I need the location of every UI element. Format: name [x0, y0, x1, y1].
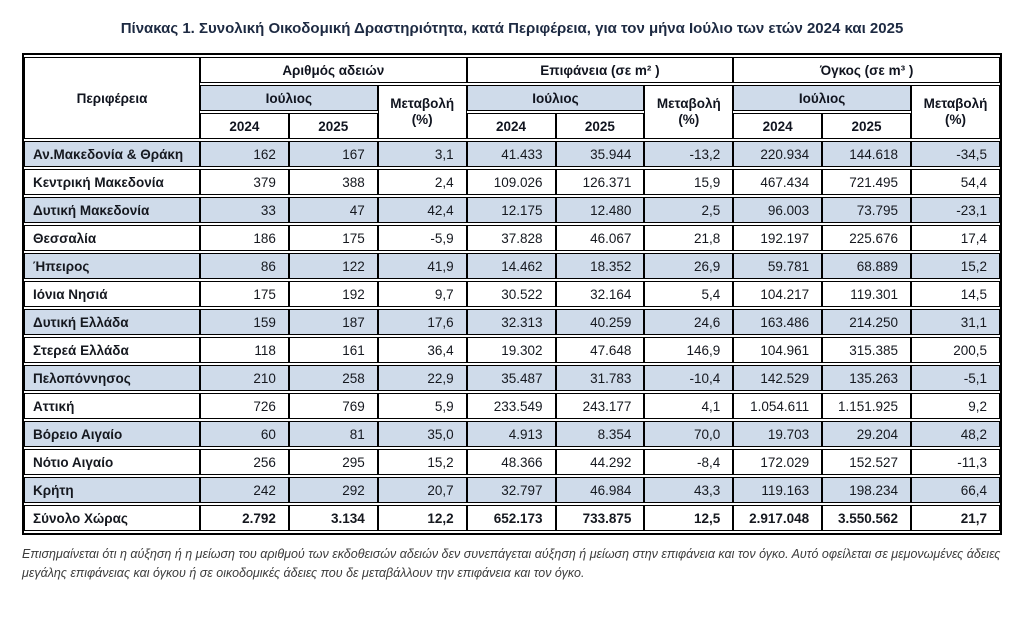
data-cell: 9,2 [911, 393, 1000, 419]
data-cell: 46.067 [556, 225, 645, 251]
data-cell: 35.944 [556, 141, 645, 167]
footnote: Επισημαίνεται ότι η αύξηση ή η μείωση του αριθμού των εκδοθεισών αδειών δεν συνεπάγεται αύξηση ή μείωση στην επιφάνεια και τον όγκο. Αυτό οφείλεται σε μεμονωμένες άδειες μεγάλης επιφάνειας και όγκου ή σε οικοδομικές άδειες που δε μεταβάλλουν την επιφάνεια και τον όγκο. [22, 547, 1001, 581]
region-name: Πελοπόννησος [24, 365, 200, 391]
data-cell: 258 [289, 365, 378, 391]
data-cell: 163.486 [733, 309, 822, 335]
table-row [24, 253, 1000, 279]
data-cell: 37.828 [467, 225, 556, 251]
data-cell: 220.934 [733, 141, 822, 167]
month-header-volume: Ιούλιος [733, 85, 911, 111]
data-cell: 4,1 [644, 393, 733, 419]
table-row [24, 365, 1000, 391]
data-cell: 35.487 [467, 365, 556, 391]
change-header-volume: Μεταβολή (%) [911, 85, 1000, 139]
data-cell: 467.434 [733, 169, 822, 195]
data-cell: 295 [289, 449, 378, 475]
data-cell: 15,2 [911, 253, 1000, 279]
data-cell: -8,4 [644, 449, 733, 475]
data-cell: 144.618 [822, 141, 911, 167]
data-cell: 14.462 [467, 253, 556, 279]
data-cell: 225.676 [822, 225, 911, 251]
data-cell: 46.984 [556, 477, 645, 503]
region-name: Στερεά Ελλάδα [24, 337, 200, 363]
data-cell: 104.217 [733, 281, 822, 307]
data-cell: -34,5 [911, 141, 1000, 167]
data-cell: 159 [200, 309, 289, 335]
data-cell: 2,5 [644, 197, 733, 223]
data-cell: -23,1 [911, 197, 1000, 223]
data-cell: 47.648 [556, 337, 645, 363]
data-cell: 5,9 [378, 393, 467, 419]
region-name: Ιόνια Νησιά [24, 281, 200, 307]
col-group-surface: Επιφάνεια (σε m² ) [467, 57, 734, 83]
data-cell: 30.522 [467, 281, 556, 307]
data-cell: 733.875 [556, 505, 645, 531]
data-cell: 126.371 [556, 169, 645, 195]
table-title: Πίνακας 1. Συνολική Οικοδομική Δραστηριότητα, κατά Περιφέρεια, για τον μήνα Ιούλιο των ετών 2024 και 2025 [120, 20, 904, 37]
table-row [24, 421, 1000, 447]
data-cell: 26,9 [644, 253, 733, 279]
data-cell: 41.433 [467, 141, 556, 167]
data-cell: 3,1 [378, 141, 467, 167]
total-label: Σύνολο Χώρας [24, 505, 200, 531]
region-name: Δυτική Ελλάδα [24, 309, 200, 335]
region-name: Θεσσαλία [24, 225, 200, 251]
data-cell: 48.366 [467, 449, 556, 475]
data-cell: 122 [289, 253, 378, 279]
data-cell: 12.175 [467, 197, 556, 223]
data-cell: 200,5 [911, 337, 1000, 363]
building-activity-table [22, 53, 1002, 535]
data-cell: -5,1 [911, 365, 1000, 391]
data-cell: 652.173 [467, 505, 556, 531]
data-cell: 118 [200, 337, 289, 363]
data-cell: 20,7 [378, 477, 467, 503]
table-row [24, 225, 1000, 251]
data-cell: 14,5 [911, 281, 1000, 307]
data-cell: 109.026 [467, 169, 556, 195]
data-cell: 32.313 [467, 309, 556, 335]
data-cell: 256 [200, 449, 289, 475]
data-cell: 24,6 [644, 309, 733, 335]
year-header: 2025 [289, 113, 378, 139]
data-cell: 292 [289, 477, 378, 503]
table-row [24, 449, 1000, 475]
data-cell: 44.292 [556, 449, 645, 475]
data-cell: 19.703 [733, 421, 822, 447]
data-cell: 81 [289, 421, 378, 447]
data-cell: 96.003 [733, 197, 822, 223]
region-name: Αν.Μακεδονία & Θράκη [24, 141, 200, 167]
data-cell: -11,3 [911, 449, 1000, 475]
table-row [24, 281, 1000, 307]
data-cell: 15,9 [644, 169, 733, 195]
data-cell: 19.302 [467, 337, 556, 363]
data-cell: 388 [289, 169, 378, 195]
data-cell: 162 [200, 141, 289, 167]
data-cell: 175 [289, 225, 378, 251]
change-header-permits: Μεταβολή (%) [378, 85, 467, 139]
data-cell: 243.177 [556, 393, 645, 419]
table-row [24, 309, 1000, 335]
table-row [24, 197, 1000, 223]
data-cell: 41,9 [378, 253, 467, 279]
month-header-permits: Ιούλιος [200, 85, 378, 111]
data-cell: 4.913 [467, 421, 556, 447]
table-row [24, 393, 1000, 419]
data-cell: 161 [289, 337, 378, 363]
data-cell: 152.527 [822, 449, 911, 475]
data-cell: 2,4 [378, 169, 467, 195]
data-cell: 769 [289, 393, 378, 419]
year-header: 2024 [200, 113, 289, 139]
month-header-surface: Ιούλιος [467, 85, 645, 111]
table-row [24, 141, 1000, 167]
data-cell: 59.781 [733, 253, 822, 279]
table-row [24, 337, 1000, 363]
data-cell: 187 [289, 309, 378, 335]
data-cell: 214.250 [822, 309, 911, 335]
data-cell: 8.354 [556, 421, 645, 447]
data-cell: 32.797 [467, 477, 556, 503]
year-header: 2024 [467, 113, 556, 139]
data-cell: 172.029 [733, 449, 822, 475]
region-name: Νότιο Αιγαίο [24, 449, 200, 475]
data-cell: 167 [289, 141, 378, 167]
data-cell: 66,4 [911, 477, 1000, 503]
data-cell: 186 [200, 225, 289, 251]
data-cell: 42,4 [378, 197, 467, 223]
data-cell: 379 [200, 169, 289, 195]
data-cell: 721.495 [822, 169, 911, 195]
data-cell: 5,4 [644, 281, 733, 307]
total-row [24, 505, 1000, 531]
data-cell: 54,4 [911, 169, 1000, 195]
data-cell: 726 [200, 393, 289, 419]
region-name: Αττική [24, 393, 200, 419]
data-cell: 15,2 [378, 449, 467, 475]
data-cell: 47 [289, 197, 378, 223]
data-cell: 70,0 [644, 421, 733, 447]
table-row [24, 169, 1000, 195]
region-name: Βόρειο Αιγαίο [24, 421, 200, 447]
region-name: Κρήτη [24, 477, 200, 503]
data-cell: 12.480 [556, 197, 645, 223]
data-cell: 233.549 [467, 393, 556, 419]
data-cell: 36,4 [378, 337, 467, 363]
data-cell: 119.163 [733, 477, 822, 503]
data-cell: -5,9 [378, 225, 467, 251]
data-cell: 31.783 [556, 365, 645, 391]
region-name: Δυτική Μακεδονία [24, 197, 200, 223]
data-cell: 32.164 [556, 281, 645, 307]
data-cell: 21,8 [644, 225, 733, 251]
data-cell: -10,4 [644, 365, 733, 391]
year-header: 2025 [822, 113, 911, 139]
data-cell: 43,3 [644, 477, 733, 503]
data-cell: 142.529 [733, 365, 822, 391]
data-cell: 2.792 [200, 505, 289, 531]
data-cell: 48,2 [911, 421, 1000, 447]
data-cell: 17,6 [378, 309, 467, 335]
year-header: 2024 [733, 113, 822, 139]
data-cell: 17,4 [911, 225, 1000, 251]
data-cell: 9,7 [378, 281, 467, 307]
data-cell: 1.054.611 [733, 393, 822, 419]
data-cell: 192.197 [733, 225, 822, 251]
data-cell: 175 [200, 281, 289, 307]
data-cell: 146,9 [644, 337, 733, 363]
table-row [24, 477, 1000, 503]
data-cell: 1.151.925 [822, 393, 911, 419]
data-cell: -13,2 [644, 141, 733, 167]
data-cell: 315.385 [822, 337, 911, 363]
data-cell: 31,1 [911, 309, 1000, 335]
data-cell: 12,2 [378, 505, 467, 531]
data-cell: 3.134 [289, 505, 378, 531]
data-cell: 68.889 [822, 253, 911, 279]
data-cell: 73.795 [822, 197, 911, 223]
data-cell: 104.961 [733, 337, 822, 363]
data-cell: 21,7 [911, 505, 1000, 531]
data-cell: 40.259 [556, 309, 645, 335]
header-group-row [24, 57, 1000, 83]
data-cell: 22,9 [378, 365, 467, 391]
year-header: 2025 [556, 113, 645, 139]
change-header-surface: Μεταβολή (%) [644, 85, 733, 139]
region-name: Κεντρική Μακεδονία [24, 169, 200, 195]
data-cell: 242 [200, 477, 289, 503]
data-cell: 12,5 [644, 505, 733, 531]
col-group-permits: Αριθμός αδειών [200, 57, 467, 83]
data-cell: 29.204 [822, 421, 911, 447]
data-cell: 3.550.562 [822, 505, 911, 531]
data-cell: 210 [200, 365, 289, 391]
data-cell: 198.234 [822, 477, 911, 503]
region-name: Ήπειρος [24, 253, 200, 279]
data-cell: 18.352 [556, 253, 645, 279]
data-cell: 86 [200, 253, 289, 279]
data-cell: 60 [200, 421, 289, 447]
col-header-region: Περιφέρεια [24, 57, 200, 139]
data-cell: 135.263 [822, 365, 911, 391]
data-cell: 35,0 [378, 421, 467, 447]
col-group-volume: Όγκος (σε m³ ) [733, 57, 1000, 83]
data-cell: 192 [289, 281, 378, 307]
data-cell: 119.301 [822, 281, 911, 307]
data-cell: 33 [200, 197, 289, 223]
data-cell: 2.917.048 [733, 505, 822, 531]
